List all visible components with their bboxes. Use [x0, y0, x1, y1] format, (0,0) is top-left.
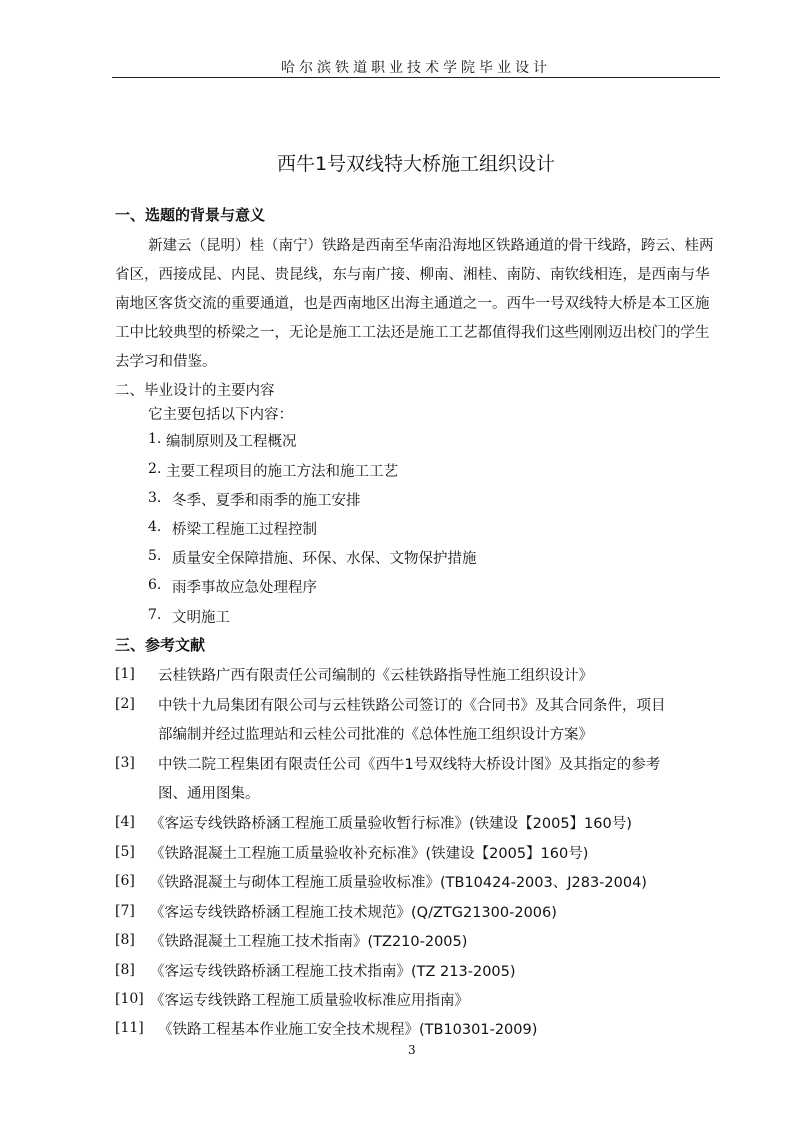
reference-number: [3] [115, 755, 135, 771]
reference-text: 《铁路工程基本作业施工安全技术规程》(TB10301-2009) [158, 1022, 538, 1038]
section1-line: 省区，西接成昆、内昆、贵昆线，东与南广接、柳南、湘桂、南防、南钦线相连，是西南与华 [115, 267, 710, 283]
reference-text: 《客运专线铁路桥涵工程施工技术指南》(TZ 213-2005) [150, 964, 516, 980]
running-header: 哈尔滨铁道职业技术学院毕业设计 [281, 60, 551, 76]
header-rule [112, 77, 720, 78]
list-item: 冬季、夏季和雨季的施工安排 [172, 493, 361, 509]
reference-number: [7] [115, 903, 135, 919]
list-item: 文明施工 [172, 610, 230, 626]
reference-number: [2] [115, 696, 135, 712]
list-item-number: 3. [148, 490, 162, 506]
reference-text: 云桂铁路广西有限责任公司编制的《云桂铁路指导性施工组织设计》 [158, 668, 593, 684]
list-item: 质量安全保障措施、环保、水保、文物保护措施 [172, 551, 477, 567]
list-item: 雨季事故应急处理程序 [172, 580, 317, 596]
list-item-number: 2. [148, 461, 162, 477]
reference-number: [10] [115, 991, 144, 1007]
list-item-number: 4. [148, 519, 162, 535]
list-item-number: 5. [148, 548, 162, 564]
list-item-number: 6. [148, 577, 162, 593]
reference-number: [11] [115, 1020, 144, 1036]
section2-heading: 二、毕业设计的主要内容 [115, 383, 275, 399]
reference-number: [5] [115, 844, 135, 860]
reference-number: [4] [115, 814, 135, 830]
reference-text: 中铁十九局集团有限公司与云桂铁路公司签订的《合同书》及其合同条件，项目 [158, 698, 666, 714]
reference-text: 《铁路混凝土与砌体工程施工质量验收标准》(TB10424-2003、J283-2004) [150, 875, 647, 891]
section2-intro: 它主要包括以下内容： [148, 407, 293, 423]
reference-text: 《客运专线铁路桥涵工程施工技术规范》(Q/ZTG21300-2006) [150, 905, 557, 921]
reference-number: [8] [115, 962, 135, 978]
section1-line: 工中比较典型的桥梁之一，无论是施工工法还是施工工艺都值得我们这些刚刚迈出校门的学生 [115, 325, 710, 341]
page-number: 3 [408, 1043, 416, 1057]
reference-text: 《铁路混凝土工程施工技术指南》(TZ210-2005) [150, 934, 468, 950]
list-item: 编制原则及工程概况 [166, 434, 297, 450]
reference-text: 《客运专线铁路桥涵工程施工质量验收暂行标准》(铁建设【2005】160号) [150, 816, 632, 832]
list-item-number: 1. [148, 431, 162, 447]
reference-text: 中铁二院工程集团有限责任公司《西牛1号双线特大桥设计图》及其指定的参考 [158, 757, 661, 773]
reference-text: 部编制并经过监理站和云桂公司批准的《总体性施工组织设计方案》 [158, 727, 593, 743]
list-item: 桥梁工程施工过程控制 [172, 522, 317, 538]
section1-line: 去学习和借鉴。 [115, 354, 217, 370]
reference-number: [6] [115, 873, 135, 889]
document-title: 西牛1号双线特大桥施工组织设计 [276, 153, 556, 175]
section1-line: 新建云（昆明）桂（南宁）铁路是西南至华南沿海地区铁路通道的骨干线路，跨云、桂两 [148, 238, 714, 254]
reference-number: [8] [115, 932, 135, 948]
section1-line: 南地区客货交流的重要通道，也是西南地区出海主通道之一。西牛一号双线特大桥是本工区施 [115, 296, 710, 312]
list-item: 主要工程项目的施工方法和施工工艺 [166, 464, 398, 480]
reference-number: [1] [115, 666, 135, 682]
section1-heading: 一、选题的背景与意义 [115, 206, 266, 224]
reference-text: 《客运专线铁路工程施工质量验收标准应用指南》 [150, 993, 469, 1009]
section3-heading: 三、参考文献 [115, 636, 206, 654]
list-item-number: 7. [148, 607, 162, 623]
reference-text: 图、通用图集。 [158, 786, 260, 802]
reference-text: 《铁路混凝土工程施工质量验收补充标准》(铁建设【2005】160号) [150, 846, 589, 862]
